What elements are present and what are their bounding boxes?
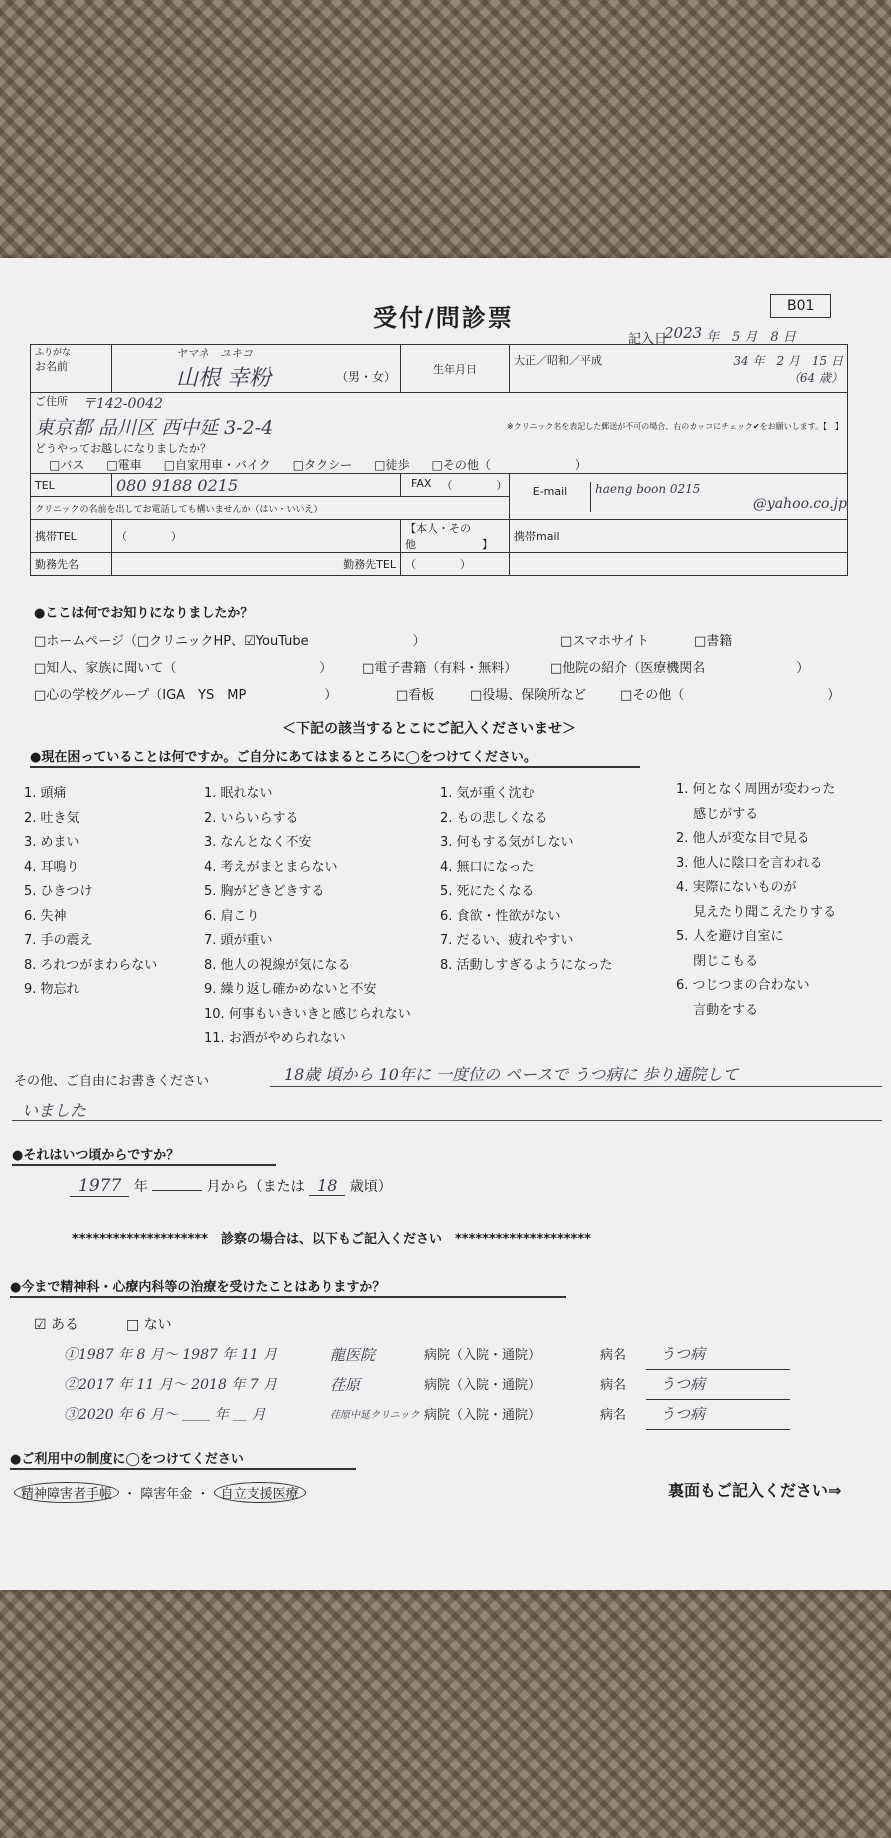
personal-info-table	[30, 344, 848, 576]
symptom-item[interactable]: 7. 手の震え	[24, 933, 93, 948]
symptom-item[interactable]: 1. 頭痛	[24, 786, 67, 801]
source-referral[interactable]: □他院の紹介（医療機関名 ）	[550, 661, 810, 676]
dob-value: 34 年 2 月 15 日	[733, 353, 843, 368]
age-value: （64 歳）	[787, 370, 843, 385]
callback-consent[interactable]: クリニックの名前を出してお電話しても構いませんか（はい・いいえ）	[31, 497, 510, 520]
fax-label: FAX	[411, 477, 432, 490]
since-question: ●それはいつ頃からですか？	[12, 1148, 180, 1163]
writing-line	[12, 1120, 882, 1121]
diagnosis-label: 病名	[600, 1347, 627, 1363]
source-ebook[interactable]: □電子書籍（有料・無料）	[362, 661, 518, 676]
free-text-line-2: いました	[22, 1101, 87, 1120]
work-tel-value: （ ）	[401, 553, 510, 576]
systems-question: ●ご利用中の制度に◯をつけてください	[10, 1452, 244, 1467]
source-office[interactable]: □役場、保険所など	[470, 688, 587, 703]
date-year: 2023	[664, 324, 703, 342]
symptom-item[interactable]: 1. 眠れない	[204, 786, 273, 801]
symptom-item[interactable]: 10. 何事もいきいきと感じられない	[204, 1006, 411, 1022]
history-type[interactable]: 病院（入院・通院）	[424, 1407, 542, 1423]
symptom-item[interactable]: 7. だるい、疲れやすい	[440, 933, 574, 948]
diagnosis-label: 病名	[600, 1407, 627, 1423]
diagnosis-value: うつ病	[646, 1340, 790, 1370]
symptom-item[interactable]: 1. 何となく周囲が変わった	[676, 782, 836, 797]
access-walk[interactable]: □徒歩	[374, 458, 410, 472]
age-suffix: 歳頃）	[349, 1179, 392, 1195]
source-school-group[interactable]: □心の学校グループ（IGA YS MP ）	[34, 688, 338, 703]
symptom-item[interactable]: 4. 考えがまとまらない	[204, 859, 338, 875]
work-label: 勤務先名	[31, 553, 112, 576]
symptoms-anxiety	[204, 782, 411, 1052]
symptom-item[interactable]: 3. 何もする気がしない	[440, 835, 574, 850]
month-suffix: 月から（または	[206, 1179, 305, 1195]
free-text-label: その他、ご自由にお書きください	[14, 1074, 210, 1089]
history-period: ③2020 年 6 月～ ＿＿ 年 ＿ 月	[64, 1406, 266, 1423]
underline	[10, 1296, 566, 1298]
system-disability-handbook[interactable]: 精神障害者手帳	[14, 1482, 119, 1503]
symptom-item[interactable]: 6. 失神	[24, 908, 67, 924]
form-code: B01	[770, 294, 831, 318]
fax-value: （ ）	[441, 479, 508, 492]
mobile-value: （ ）	[112, 520, 401, 553]
date-label: 記入日	[628, 332, 668, 347]
symptom-item[interactable]: 8. ろれつがまわらない	[24, 957, 158, 973]
source-acquaintance[interactable]: □知人、家族に聞いて（ ）	[34, 661, 333, 676]
history-yes[interactable]: ☑ ある	[34, 1317, 80, 1333]
symptom-item[interactable]: 6. つじつまの合わない	[676, 978, 810, 993]
symptom-item[interactable]: 5. 人を避け自室に	[676, 929, 784, 944]
system-disability-pension[interactable]: ・ 障害年金 ・	[123, 1487, 210, 1502]
symptom-item[interactable]: 5. 死にたくなる	[440, 884, 535, 899]
address-value: 東京都 品川区 西中延 3-2-4	[35, 417, 274, 439]
underline	[10, 1468, 356, 1470]
symptom-item[interactable]: 4. 無口になった	[440, 859, 535, 875]
symptom-item[interactable]: 3. めまい	[24, 835, 80, 850]
mail-note: ※クリニック名を表記した郵送が不可の場合、右のカッコにチェック✔をお願いします。【 】	[507, 422, 843, 431]
history-period: ②2017 年 11 月～ 2018 年 7 月	[64, 1376, 278, 1393]
history-row	[64, 1340, 790, 1370]
access-question: どうやってお越しになりましたか？	[35, 442, 211, 455]
symptom-item[interactable]: 8. 他人の視線が気になる	[204, 957, 351, 973]
mobile-mail-label: 携帯mail	[510, 520, 848, 553]
history-hospital: 荏原中延クリニック	[330, 1409, 420, 1421]
source-question: ●ここは何でお知りになりましたか？	[34, 606, 254, 621]
access-bus[interactable]: □バス	[49, 458, 85, 472]
symptoms-mood	[440, 782, 613, 978]
system-independence-support[interactable]: 自立支援医療	[214, 1482, 306, 1503]
symptom-item[interactable]: 5. 胸がどきどきする	[204, 884, 325, 899]
date-rest: 年 5 月 8 日	[706, 330, 796, 345]
symptom-item: 閉じこもる	[676, 953, 759, 969]
sex-select[interactable]: （男・女）	[335, 370, 396, 384]
source-signboard[interactable]: □看板	[396, 688, 435, 703]
name-value: 山根 幸粉	[176, 366, 271, 391]
symptom-item: 言動をする	[676, 1002, 759, 1018]
history-hospital: 荏原	[330, 1375, 361, 1394]
postal-code: 〒142-0042	[82, 396, 164, 412]
symptom-item[interactable]: 6. 食欲・性欲がない	[440, 908, 561, 924]
symptoms-question: ●現在困っていることは何ですか。ご自分にあてはまるところに◯をつけてください。	[30, 750, 537, 765]
history-no[interactable]: □ ない	[126, 1317, 172, 1333]
dob-label: 生年月日	[401, 345, 510, 393]
questionnaire-sheet	[0, 258, 891, 1590]
symptom-item[interactable]: 1. 気が重く沈む	[440, 786, 535, 801]
symptom-item[interactable]: 5. ひきつけ	[24, 884, 93, 899]
email-label: E-mail	[532, 484, 568, 498]
symptom-item[interactable]: 2. いらいらする	[204, 810, 299, 826]
symptom-item[interactable]: 2. 他人が変な目で見る	[676, 831, 810, 846]
symptom-item[interactable]: 9. 繰り返し確かめないと不安	[204, 982, 377, 997]
symptom-item[interactable]: 6. 肩こり	[204, 908, 260, 924]
symptoms-physical	[24, 782, 157, 1003]
diagnosis-value: うつ病	[646, 1400, 790, 1430]
underline	[30, 766, 640, 768]
history-question: ●今まで精神科・心療内科等の治療を受けたことはありますか？	[10, 1280, 386, 1295]
free-text-line-1: 18歳 頃から 10年に 一度位の ペースで うつ病に 歩り通院して	[284, 1065, 739, 1084]
tel-value: 080 9188 0215	[112, 474, 401, 497]
source-homepage[interactable]: □ホームページ（□クリニックHP、☑YouTube ）	[34, 634, 426, 649]
relation-select[interactable]: 【本人・その他 】	[401, 520, 510, 553]
access-car[interactable]: □自家用車・バイク	[163, 458, 271, 472]
symptom-item[interactable]: 3. 他人に陰口を言われる	[676, 855, 823, 871]
furigana-value: ヤマネ ユキコ	[176, 347, 253, 360]
symptom-item[interactable]: 2. もの悲しくなる	[440, 810, 548, 826]
symptom-item[interactable]: 4. 実際にないものが	[676, 880, 797, 895]
source-book[interactable]: □書籍	[694, 634, 733, 649]
symptom-item[interactable]: 2. 吐き気	[24, 810, 80, 826]
exam-banner: ******************** 診察の場合は、以下もご記入ください ********************	[72, 1232, 591, 1247]
history-type[interactable]: 病院（入院・通院）	[424, 1347, 542, 1363]
history-list	[64, 1340, 790, 1430]
history-type[interactable]: 病院（入院・通院）	[424, 1377, 542, 1393]
back-note: 裏面もご記入ください⇒	[668, 1481, 842, 1500]
email-value-1: haeng boon 0215	[595, 481, 701, 496]
symptom-item[interactable]: 9. 物忘れ	[24, 982, 80, 997]
diagnosis-value: うつ病	[646, 1370, 790, 1400]
access-other[interactable]: □その他（ ）	[431, 458, 587, 472]
access-taxi[interactable]: □タクシー	[292, 458, 353, 472]
instructions: ＜下記の該当するとこにご記入くださいませ＞	[282, 721, 576, 737]
history-hospital: 龍医院	[330, 1345, 376, 1364]
dob-era[interactable]: 大正／昭和／平成	[514, 353, 602, 367]
symptom-item[interactable]: 7. 頭が重い	[204, 933, 273, 948]
symptom-item: 見えたり聞こえたりする	[676, 904, 837, 920]
work-tel-label: 勤務先TEL	[112, 553, 401, 576]
writing-line	[270, 1086, 882, 1087]
history-period: ①1987 年 8 月～ 1987 年 11 月	[64, 1346, 278, 1363]
diagnosis-label: 病名	[600, 1377, 627, 1393]
furigana-label: ふりがな	[35, 348, 72, 358]
since-year: 1977	[70, 1176, 129, 1197]
source-other[interactable]: □その他（ ）	[620, 688, 841, 703]
symptom-item: 感じがする	[676, 806, 759, 822]
email-value-2: @yahoo.co.jp	[752, 495, 847, 512]
symptom-item[interactable]: 8. 活動しすぎるようになった	[440, 957, 613, 973]
address-label: ご住所	[35, 395, 68, 408]
history-row	[64, 1370, 790, 1400]
symptom-item[interactable]: 11. お酒がやめられない	[204, 1031, 346, 1046]
form-title: 受付/問診票	[373, 304, 514, 332]
mobile-label: 携帯TEL	[31, 520, 112, 553]
tel-label: TEL	[31, 474, 112, 497]
symptom-item[interactable]: 3. なんとなく不安	[204, 835, 312, 850]
symptoms-perception	[676, 778, 836, 1023]
name-label: お名前	[35, 360, 68, 373]
history-row	[64, 1400, 790, 1430]
symptom-item[interactable]: 4. 耳鳴り	[24, 859, 80, 875]
systems-options	[14, 1482, 306, 1503]
month-blank[interactable]	[152, 1190, 202, 1191]
underline	[12, 1164, 276, 1166]
since-answer	[70, 1176, 392, 1196]
source-smartphone[interactable]: □スマホサイト	[560, 634, 650, 649]
year-suffix: 年	[133, 1179, 148, 1195]
access-train[interactable]: □電車	[106, 458, 142, 472]
since-age: 18	[309, 1176, 345, 1196]
